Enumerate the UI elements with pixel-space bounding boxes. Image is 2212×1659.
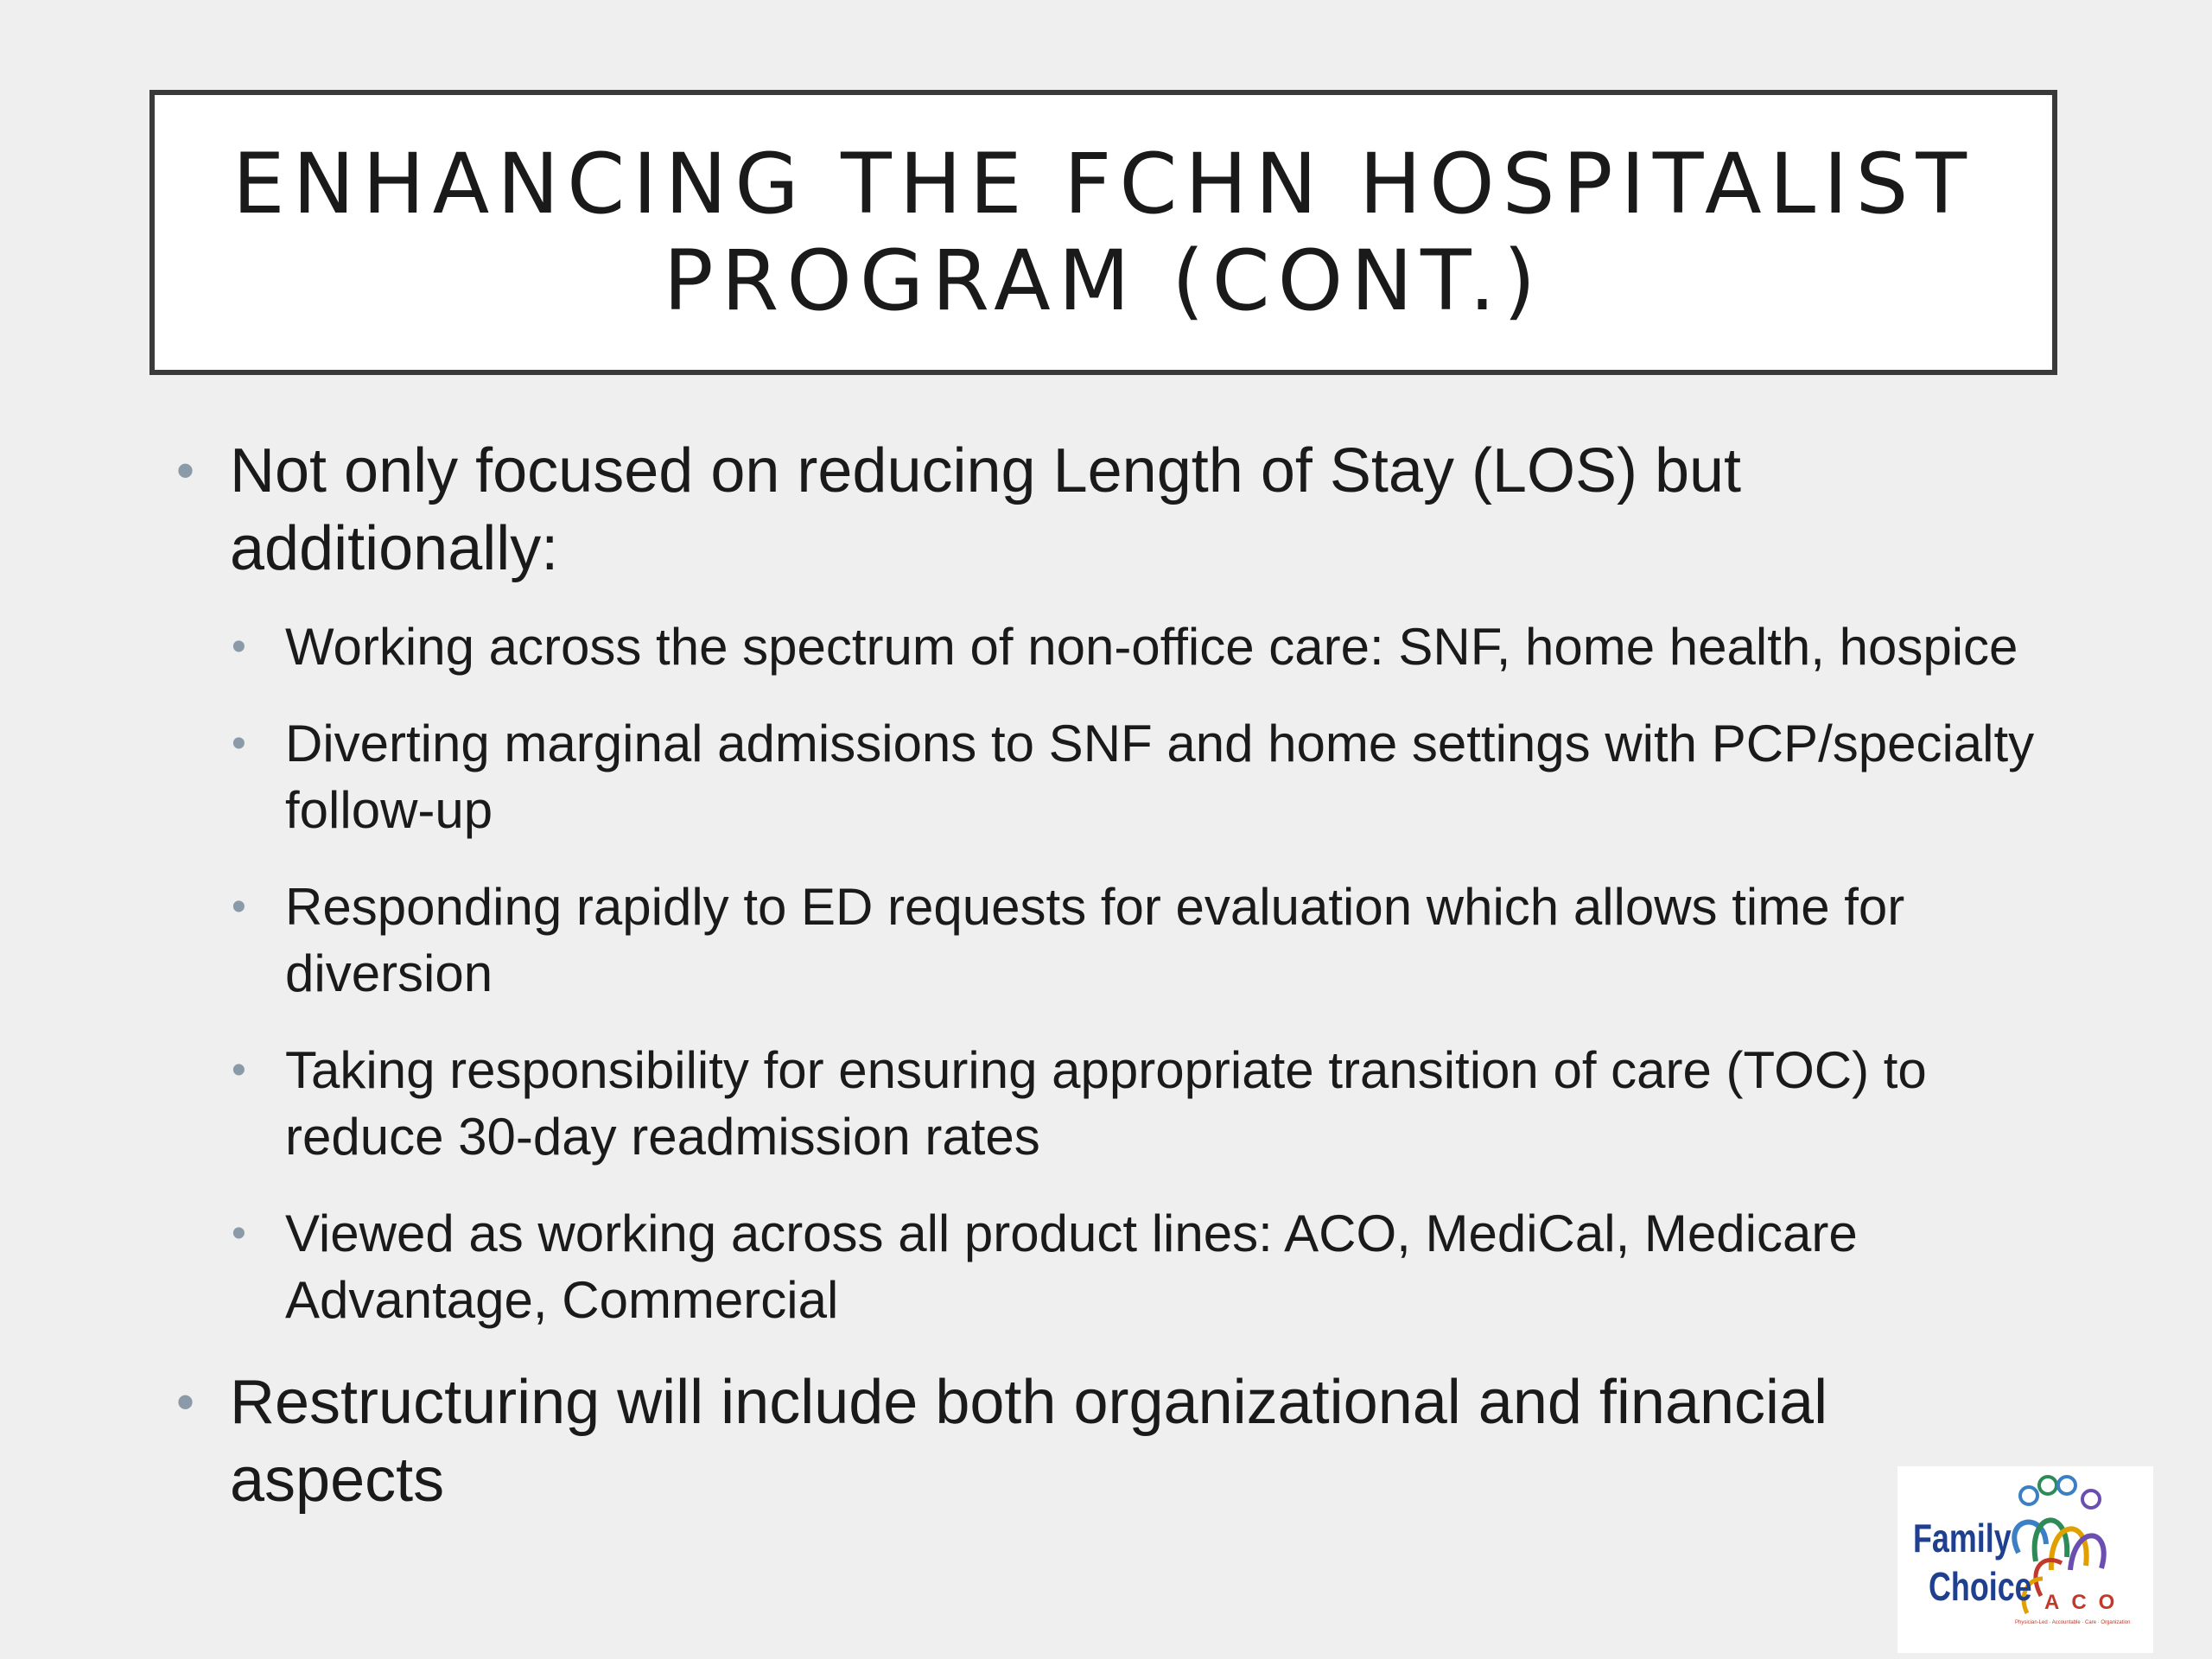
logo-word-choice: Choice [1929,1564,2032,1609]
bullet-dot-icon: • [176,442,195,499]
sub-bullet [169,1200,2053,1333]
bullet-dot-icon: • [232,1211,246,1256]
sub-bullet-text: Diverting marginal admissions to SNF and home settings with PCP/specialty follow-up [285,715,2035,839]
bullet-dot-icon: • [232,1047,246,1093]
sub-bullet [169,613,2053,680]
title-box [149,90,2057,375]
slide-content [169,432,2053,1519]
slide-title-line-1: ENHANCING THE FCHN HOSPITALIST [232,136,1975,232]
sub-bullet [169,710,2053,843]
bullet-dot-icon: • [232,884,246,930]
sub-bullet-text: Taking responsibility for ensuring appropriate transition of care (TOC) to reduce 30-day readmission rates [285,1041,1927,1166]
sub-bullet [169,874,2053,1007]
bullet-level1 [169,432,2053,588]
logo-word-family: Family [1913,1516,2012,1560]
bullet-level1 [169,1363,2053,1519]
bullet-dot-icon: • [232,721,246,766]
bullet-text: Restructuring will include both organizational and financial aspects [230,1368,1828,1515]
sub-bullet [169,1037,2053,1170]
sub-bullet-text: Viewed as working across all product lines: ACO, MediCal, Medicare Advantage, Commercial [285,1205,1858,1329]
logo-aco: ACO [2044,1591,2127,1614]
family-choice-aco-logo [1897,1466,2153,1653]
slide-title-line-2: PROGRAM (CONT.) [663,232,1544,329]
bullet-dot-icon: • [232,624,246,670]
sub-bullet-text: Responding rapidly to ED requests for evaluation which allows time for diversion [285,878,1905,1002]
bullet-dot-icon: • [176,1373,195,1431]
sub-bullet-list [169,613,2053,1333]
bullet-text: Not only focused on reducing Length of Stay (LOS) but additionally: [230,436,1742,583]
sub-bullet-text: Working across the spectrum of non-office care: SNF, home health, hospice [285,618,2018,676]
logo-tagline: Physician-Led · Accountable · Care · Organization [2015,1620,2131,1625]
